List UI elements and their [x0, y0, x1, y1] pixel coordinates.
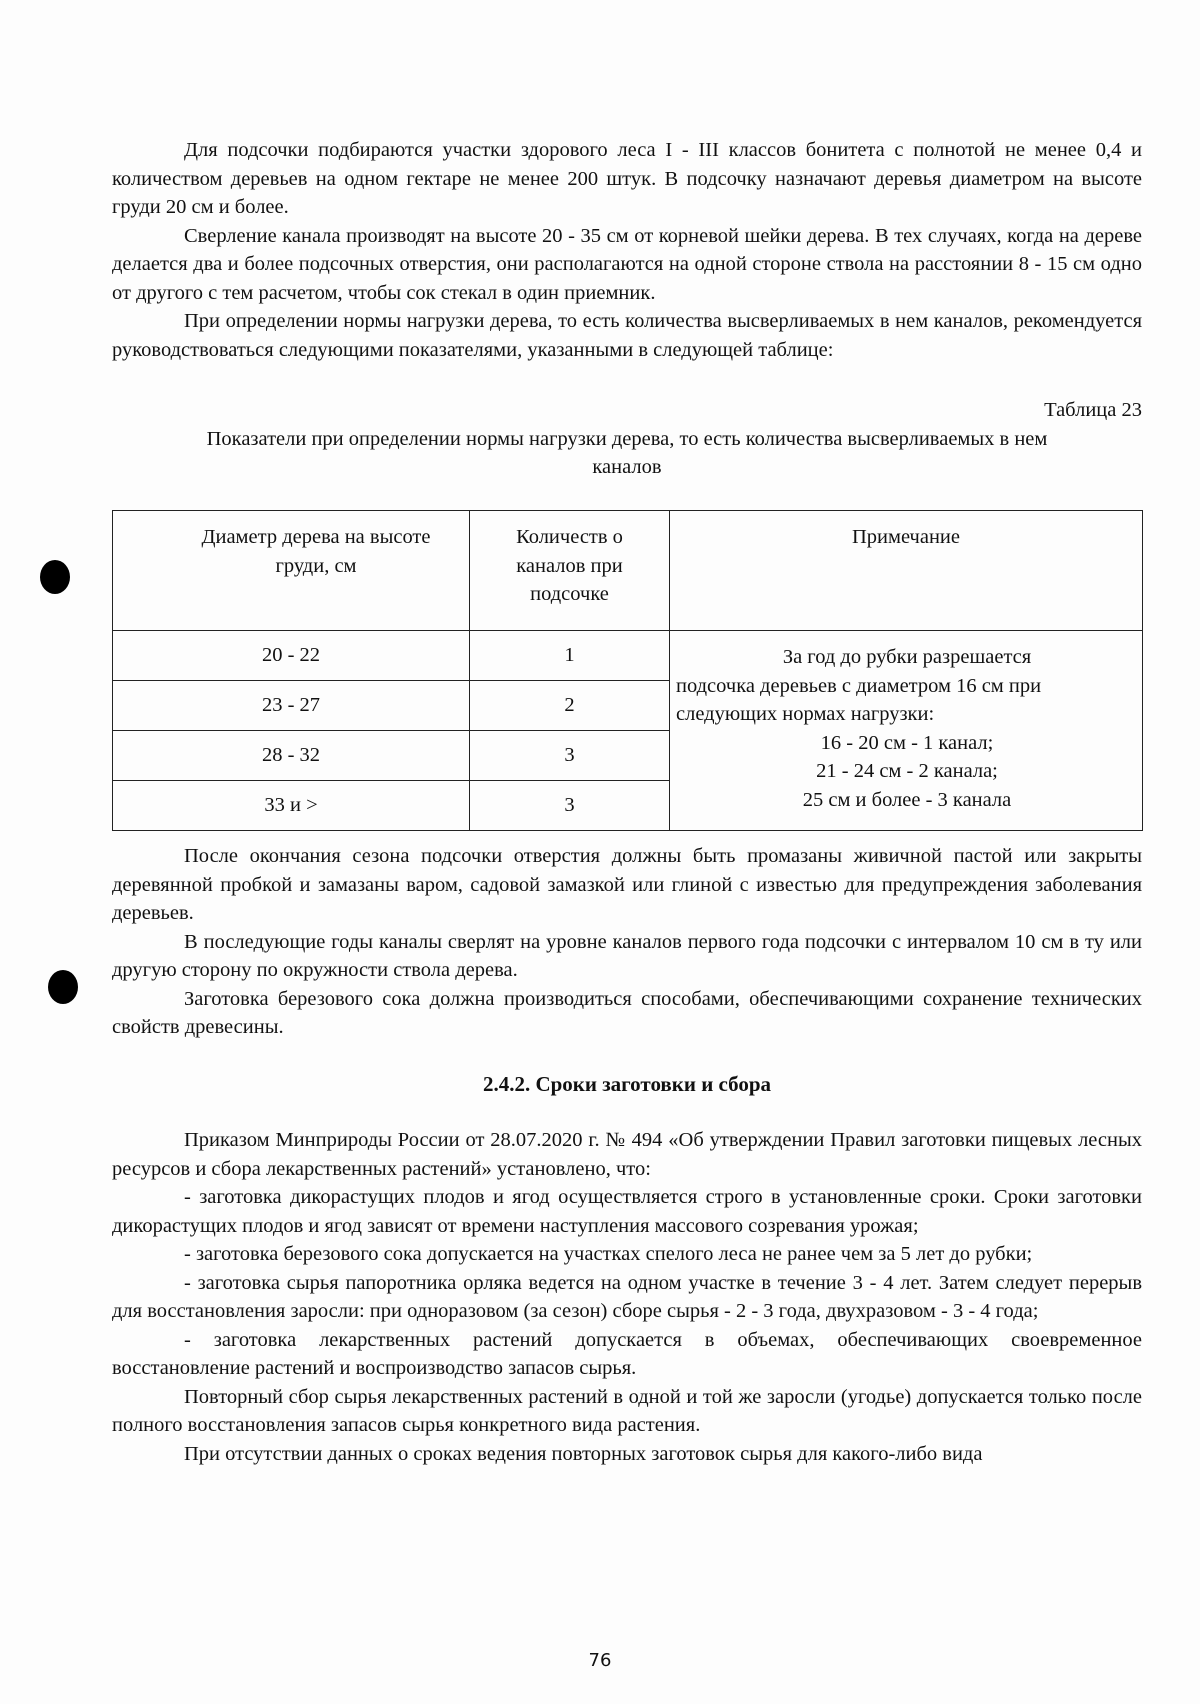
section-heading-block: [112, 1070, 1142, 1099]
cell-diameter: 33 и >: [113, 781, 470, 831]
list-item: - заготовка сырья папоротника орляка ведется на одном участке в течение 3 - 4 лет. Затем следует перерыв для восстановления заросли: при одноразовом (за сезон) сборе сырья - 2 - 3 года, двухразовом - 3 - 4 года;: [112, 1271, 1142, 1322]
paragraph: В последующие годы каналы сверлят на уровне каналов первого года подсочки с интервалом 10 см в ту или другую сторону по окружности ствола дерева.: [112, 930, 1142, 981]
table-row: [113, 631, 1143, 681]
cell-count: 3: [470, 731, 670, 781]
load-norm-table: [112, 510, 1143, 831]
intro-section: [112, 136, 1142, 364]
section-body: [112, 1126, 1142, 1468]
paragraph: Повторный сбор сырья лекарственных растений в одной и той же заросли (угодье) допускается только после полного восстановления запасов сырья конкретного вида растения.: [112, 1385, 1142, 1436]
paragraph: Для подсочки подбираются участки здорового леса I - III классов бонитета с полнотой не менее 0,4 и количеством деревьев на одном гектаре не менее 200 штук. В подсочку назначают деревья диаметром на высоте груди 20 см и более.: [112, 139, 1142, 218]
section-heading: 2.4.2. Сроки заготовки и сбора: [482, 1072, 772, 1096]
paragraph: При отсутствии данных о сроках ведения повторных заготовок сырья для какого-либо вида: [184, 1442, 983, 1465]
cell-diameter: 20 - 22: [113, 631, 470, 681]
table-caption-cont: каналов: [592, 456, 662, 478]
note-line: 21 - 24 см - 2 канала;: [816, 760, 998, 782]
cell-count: 1: [470, 631, 670, 681]
table-caption: Показатели при определении нормы нагрузки дерева, то есть количества высверливаемых в нем: [206, 427, 1048, 450]
note-line: 16 - 20 см - 1 канал;: [820, 731, 994, 754]
column-header-note: Примечание: [670, 511, 1143, 631]
paragraph: После окончания сезона подсочки отверстия должны быть промазаны живичной пастой или закрыты деревянной пробкой и замазаны варом, садовой замазкой или глиной с известью для предупреждения заболевания деревьев.: [112, 845, 1142, 924]
page-number: 76: [588, 1650, 612, 1671]
cell-diameter: 28 - 32: [113, 731, 470, 781]
column-header-count: Количеств о каналов при подсочке: [470, 511, 670, 631]
column-header-diameter: Диаметр дерева на высоте груди, см: [113, 511, 470, 631]
note-line: подсочка деревьев с диаметром 16 см при: [676, 674, 1042, 697]
note-line: За год до рубки разрешается: [782, 646, 1032, 668]
paragraph: Заготовка березового сока должна производиться способами, обеспечивающими сохранение технических свойств древесины.: [112, 987, 1142, 1038]
after-table-section: [112, 842, 1142, 1042]
cell-note: [670, 631, 1143, 831]
note-line: 25 см и более - 3 канала: [802, 788, 1012, 811]
cell-diameter: 23 - 27: [113, 681, 470, 731]
punch-hole-mark: [40, 560, 70, 594]
cell-count: 2: [470, 681, 670, 731]
table-header-row: [113, 511, 1143, 631]
punch-hole-mark: [48, 970, 78, 1004]
list-item: - заготовка дикорастущих плодов и ягод осуществляется строго в установленные сроки. Сроки заготовки дикорастущих плодов и ягод зависят от времени наступления массового созревания урожая;: [112, 1186, 1142, 1237]
note-line: следующих нормах нагрузки:: [676, 703, 935, 725]
list-item: - заготовка лекарственных растений допускается в объемах, обеспечивающих своевременное восстановление растений и воспроизводство запасов сырья.: [112, 1328, 1142, 1379]
table-caption-block: [112, 396, 1142, 482]
table-label: Таблица 23: [1044, 399, 1142, 421]
paragraph: Приказом Минприроды России от 28.07.2020 г. № 494 «Об утверждении Правил заготовки пищевых лесных ресурсов и сбора лекарственных растений» установлено, что:: [112, 1129, 1142, 1180]
paragraph: Сверление канала производят на высоте 20 - 35 см от корневой шейки дерева. В тех случаях, когда на дереве делается два и более подсочных отверстия, они располагаются на одной стороне ствола на расстоянии 8 - 15 см одно от другого с тем расчетом, чтобы сок стекал в один приемник.: [112, 224, 1142, 304]
cell-count: 3: [470, 781, 670, 831]
paragraph: При определении нормы нагрузки дерева, то есть количества высверливаемых в нем каналов, рекомендуется руководствоваться следующими показателями, указанными в следующей таблице:: [112, 310, 1142, 361]
list-item: - заготовка березового сока допускается на участках спелого леса не ранее чем за 5 лет до рубки;: [184, 1243, 1033, 1265]
